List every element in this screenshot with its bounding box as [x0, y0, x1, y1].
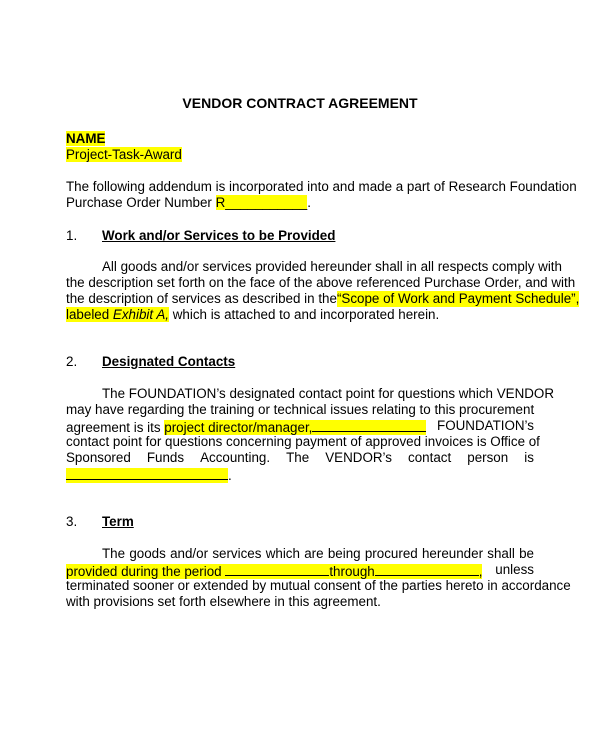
section-3-line-4: with provisions set forth elsewhere in this agreement.	[66, 594, 381, 609]
vendor-contact-field	[66, 468, 228, 483]
project-label: Project-Task-Award	[66, 147, 182, 162]
intro-po-label: Purchase Order Number	[66, 195, 212, 210]
section-1-line-1: All goods and/or services provided hereunder shall in all respects comply with	[102, 259, 562, 274]
name-label: NAME	[66, 131, 106, 146]
exhibit-reference	[66, 307, 169, 322]
project-director-blank	[312, 418, 426, 432]
section-1-line-2: the description set forth on the face of the above referenced Purchase Order, and with	[66, 275, 576, 290]
po-number-field	[216, 195, 308, 210]
section-2-line-5	[66, 450, 534, 466]
scope-of-work-reference: “Scope of Work and Payment Schedule”,	[336, 291, 580, 306]
term-period-field: provided during the period through ,	[66, 564, 483, 579]
po-prefix: R	[215, 195, 226, 210]
name-field	[66, 131, 105, 146]
section-3-heading: Term	[102, 514, 134, 529]
document-title: VENDOR CONTRACT AGREEMENT	[182, 95, 418, 111]
project-field	[66, 147, 182, 162]
vendor-contact-blank	[66, 466, 228, 480]
term-period-label: provided during the period	[66, 564, 222, 579]
word-sponsored: Sponsored	[66, 450, 131, 465]
intro-line-1: The following addendum is incorporated into and made a part of Research Foundation	[66, 179, 577, 194]
word-is: is	[524, 450, 534, 465]
exhibit-a: Exhibit A,	[112, 307, 169, 322]
section-2-number: 2.	[66, 354, 78, 369]
term-end-blank	[375, 562, 479, 576]
term-through: through	[329, 564, 375, 579]
section-2-heading: Designated Contacts	[102, 354, 236, 369]
word-funds: Funds	[146, 450, 185, 465]
section-3-line-3: terminated sooner or extended by mutual consent of the parties hereto in accordance	[66, 578, 571, 593]
term-unless: unless	[495, 562, 534, 577]
project-director-label: project director/manager,	[164, 420, 313, 435]
section-2-line-6-end: .	[228, 468, 232, 483]
section-2-line-3-end: FOUNDATION’s	[437, 418, 534, 433]
section-2-line-3-text: agreement is its	[66, 420, 161, 435]
po-blank: ___________	[225, 195, 308, 210]
section-1-line-4	[66, 307, 534, 323]
section-2-line-2: may have regarding the training or technical issues relating to this procurement	[66, 402, 535, 417]
section-1-line-4-text: which is attached to and incorporated herein.	[172, 307, 440, 322]
section-2-line-6	[66, 466, 534, 484]
term-start-blank	[225, 562, 329, 576]
section-3-line-1: The goods and/or services which are being procured hereunder shall be	[102, 546, 534, 561]
section-1-number: 1.	[66, 228, 78, 243]
section-2-line-1: The FOUNDATION’s designated contact point for questions which VENDOR	[102, 386, 554, 401]
word-contact: contact	[408, 450, 452, 465]
project-director-field	[164, 420, 426, 435]
intro-line-2	[66, 195, 534, 211]
section-1-line-3-text: the description of services as described in the	[66, 291, 337, 306]
section-3-number: 3.	[66, 514, 78, 529]
intro-end: .	[307, 195, 311, 210]
section-1-heading: Work and/or Services to be Provided	[102, 228, 336, 243]
word-vendors: VENDOR’s	[325, 450, 392, 465]
exhibit-labeled: labeled	[66, 307, 110, 322]
section-1-line-3	[66, 291, 580, 307]
word-the: The	[286, 450, 310, 465]
word-person: person	[467, 450, 509, 465]
section-2-line-4: contact point for questions concerning payment of approved invoices is Office of	[66, 434, 540, 449]
word-accounting: Accounting.	[200, 450, 271, 465]
